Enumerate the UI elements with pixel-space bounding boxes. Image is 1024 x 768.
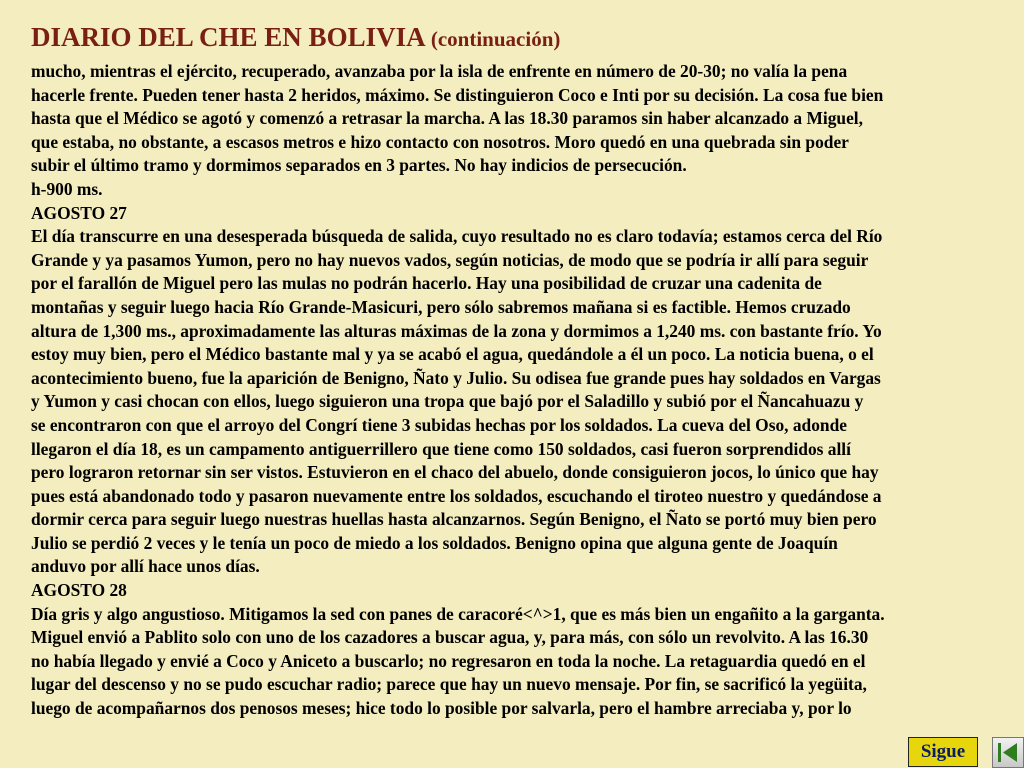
text-line: mucho, mientras el ejército, recuperado, avanzaba por la isla de enfrente en número de 20-30; no valía la pena — [31, 61, 848, 81]
text-line: hasta que el Médico se agotó y comenzó a retrasar la marcha. A las 18.30 paramos sin haber alcanzado a Miguel, — [31, 108, 863, 129]
text-line: El día transcurre en una desesperada búsqueda de salida, cuyo resultado no es claro todavía; estamos cerca del Río — [31, 226, 883, 247]
text-line: estoy muy bien, pero el Médico bastante mal y ya se acabó el agua, quedándole a él un poco. La noticia buena, o el — [31, 344, 874, 365]
next-button[interactable]: Sigue — [908, 737, 978, 767]
text-line: Día gris y algo angustioso. Mitigamos la sed con panes de caracoré<^>1, que es más bien un engañito a la garganta. — [31, 603, 885, 624]
text-line: pero lograron retornar sin ser vistos. Estuvieron en el chaco del abuelo, donde consiguieron jocos, lo único que hay — [31, 462, 879, 483]
text-line: dormir cerca para seguir luego nuestras huellas hasta alcanzarnos. Según Benigno, el Ñato se portó muy bien pero — [31, 509, 877, 530]
text-line: anduvo por allí hace unos días. — [31, 556, 260, 577]
title-main: DIARIO DEL CHE EN BOLIVIA — [31, 22, 425, 52]
text-line: no había llegado y envié a Coco y Aniceto a buscarlo; no regresaron en toda la noche. La retaguardia quedó en el — [31, 650, 866, 671]
text-line: luego de acompañarnos dos penosos meses; hice todo lo posible por salvarla, pero el hambre arreciaba y, por lo — [31, 698, 852, 719]
text-line: AGOSTO 27 — [31, 202, 127, 223]
diary-text — [31, 60, 1021, 721]
text-line: se encontraron con que el arroyo del Congrí tiene 3 subidas hechas por los soldados. La cueva del Oso, adonde — [31, 414, 847, 435]
text-line: h-900 ms. — [31, 178, 103, 199]
text-line: Miguel envió a Pablito solo con uno de los cazadores a buscar agua, y, para más, con sólo un revolvito. A las 16.30 — [31, 627, 869, 648]
text-line: llegaron el día 18, es un campamento antiguerrillero que tiene como 150 soldados, casi fueron sorprendidos allí — [31, 438, 851, 459]
page-title — [31, 20, 560, 56]
text-line: AGOSTO 28 — [31, 580, 127, 601]
last-page-icon — [993, 738, 1023, 767]
title-subtitle: (continuación) — [430, 27, 561, 51]
text-line: acontecimiento bueno, fue la aparición de Benigno, Ñato y Julio. Su odisea fue grande pues hay soldados en Vargas — [31, 367, 881, 388]
text-line: Julio se perdió 2 veces y le tenía un poco de miedo a los soldados. Benigno opina que alguna gente de Joaquín — [31, 532, 838, 553]
text-line: y Yumon y casi chocan con ellos, luego siguieron una tropa que bajó por el Saladillo y subió por el Ñancahuazu y — [31, 391, 864, 412]
end-icon[interactable] — [992, 737, 1024, 768]
text-line: altura de 1,300 ms., aproximadamente las alturas máximas de la zona y dormimos a 1,240 ms. con bastante frío. Yo — [31, 320, 882, 341]
text-line: montañas y seguir luego hacia Río Grande-Masicuri, pero sólo sabremos mañana si es factible. Hemos cruzado — [31, 296, 851, 317]
text-line: Grande y ya pasamos Yumon, pero no hay nuevos vados, según noticias, de modo que se podría ir allí para seguir — [31, 249, 869, 270]
text-line: por el farallón de Miguel pero las mulas no podrán hacerlo. Hay una posibilidad de cruzar una cadenita de — [31, 273, 822, 294]
text-line: lugar del descenso y no se pudo escuchar radio; parece que hay un nuevo mensaje. Por fin, se sacrificó la yegüita, — [31, 674, 867, 695]
text-line: hacerle frente. Pueden tener hasta 2 heridos, máximo. Se distinguieron Coco e Inti por su decisión. La cosa fue bien — [31, 84, 884, 105]
text-line: subir el último tramo y dormimos separados en 3 partes. No hay indicios de persecución. — [31, 155, 687, 176]
text-line: pues está abandonado todo y pasaron nuevamente entre los soldados, escuchando el tiroteo nuestro y quedándose a — [31, 485, 882, 506]
text-line: que estaba, no obstante, a escasos metros e hizo contacto con nosotros. Moro quedó en una quebrada sin poder — [31, 131, 849, 152]
